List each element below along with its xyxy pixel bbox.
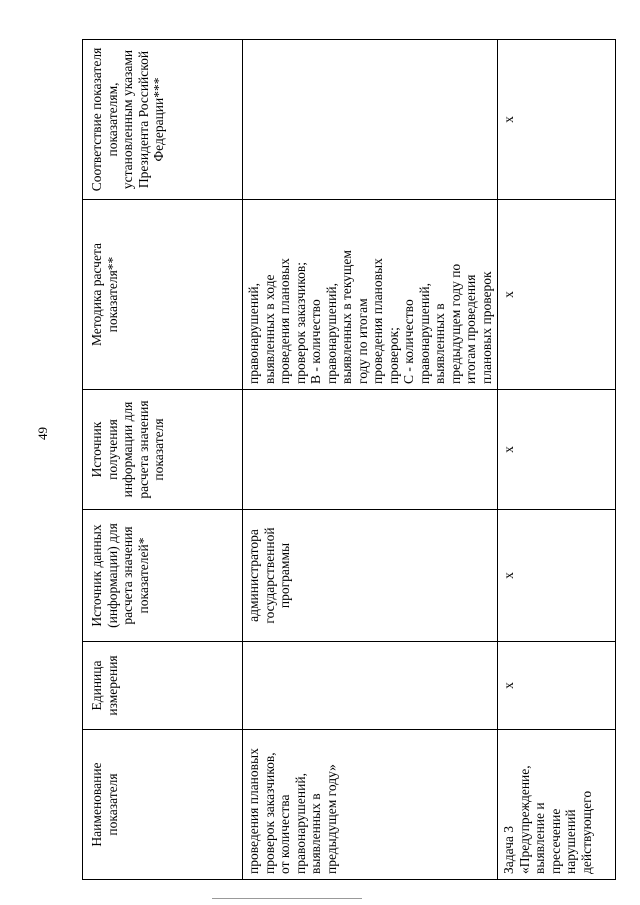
row2-name: Задача 3 «Предупреждение, выявление и пресечение нарушений действующего <box>498 730 616 880</box>
header-indicator-name: Наименование показателя <box>83 730 243 880</box>
table-header-row <box>83 40 243 880</box>
indicators-table <box>82 39 616 880</box>
header-data-source: Источник данных (информации) для расчета значения показателей* <box>83 510 243 642</box>
row2-unit: х <box>498 642 616 730</box>
continuation-line <box>212 898 362 899</box>
table-row <box>243 40 498 880</box>
row1-unit <box>243 642 498 730</box>
header-info-source: Источник получения информации для расчета значения показателя <box>83 390 243 510</box>
header-compliance: Соответствие показателя показателям, установленным указами Президента Российской Федерации*** <box>83 40 243 200</box>
row1-name: проведения плановых проверок заказчиков, от количества правонарушений, выявленных в предыдущем году» <box>243 730 498 880</box>
header-unit: Единица измерения <box>83 642 243 730</box>
rotated-table-container <box>82 40 594 880</box>
row2-data-source: х <box>498 510 616 642</box>
row2-info-source: х <box>498 390 616 510</box>
table-row <box>498 40 616 880</box>
row2-method: х <box>498 200 616 390</box>
row1-compliance <box>243 40 498 200</box>
row2-compliance: х <box>498 40 616 200</box>
row1-info-source <box>243 390 498 510</box>
header-method: Методика расчета показателя** <box>83 200 243 390</box>
row1-data-source: администратора государственной программы <box>243 510 498 642</box>
row1-method: правонарушений, выявленных в ходе проведения плановых проверок заказчиков; В - количество правонарушений, выявленных в текущем году по итогам проведения плановых проверок; С - количество правонарушений, выявленных в предыдущем году по итогам проведения плановых проверок <box>243 200 498 390</box>
page-number: 49 <box>35 427 50 440</box>
